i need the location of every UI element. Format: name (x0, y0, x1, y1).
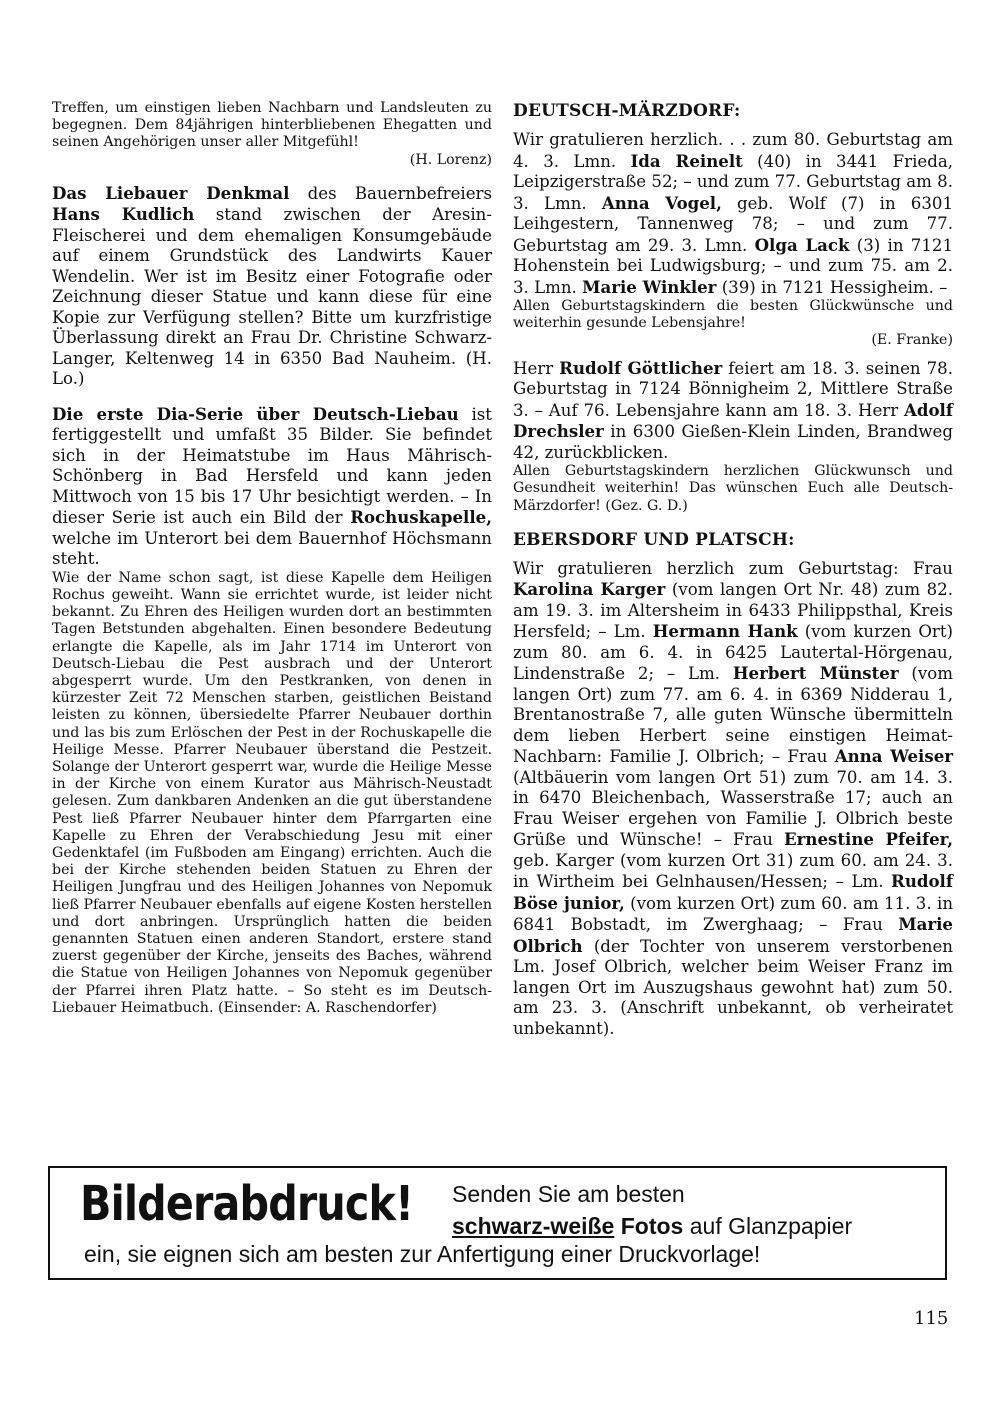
signature-lorenz: (H. Lorenz) (409, 151, 492, 168)
dia-serie-paragraph: Die erste Dia-Serie über Deutsch-Liebau ist fertiggestellt und umfaßt 35 Bilder. Sie befindet sich in der Heimatstube im Haus Mährisch-Schönberg in Bad Hersfeld und kann jeden Mittwoch von 15 bis 17 Uhr besichtigt werden. – In dieser Serie ist auch ein Bild der Rochuskapelle, welche im Unterort bei dem Bauernhof Höchsmann steht. (52, 403, 492, 569)
advert-line-1: Senden Sie am besten (452, 1181, 685, 1207)
name-hans-kudlich: Hans Kudlich (52, 204, 195, 225)
maerzdorf-birthdays-2: Herr Rudolf Göttlicher feiert am 18. 3. seinen 78. Geburtstag in 7124 Bönnigheim 2, Mittlere Straße 3. – Auf 76. Lebensjahre kann am 18. 3. Herr Adolf Drechsler in 6300 Gießen-Klein Linden, Brandweg 42, zurückblicken. (513, 357, 953, 462)
signature-hlo: (H. Lo.) (52, 348, 492, 389)
left-column (52, 100, 492, 1017)
maerzdorf-wishes-2: Allen Geburtstagskindern herzlichen Glückwunsch und Gesundheit weiterhin! Das wünschen Euch alle Deutsch-Märzdorfer! (Gez. G. D.) (513, 463, 953, 514)
photo-print-advert (48, 1166, 947, 1280)
denkmal-paragraph: Das Liebauer Denkmal des Bauernbefreiers Hans Kudlich stand zwischen der Aresin-Fleischerei und dem ehemaligen Konsumgebäude auf einem Grundstück des Landwirts Kauer Wendelin. Wer ist im Besitz einer Fotografie oder Zeichnung dieser Statue und kann diese für eine Kopie zur Verfügung stellen? Bitte um kurzfristige Überlassung direkt an Frau Dr. Christine Schwarz-Langer, Keltenweg 14 in 6350 Bad Nauheim. (H. Lo.) (52, 182, 492, 389)
ebersdorf-birthdays: Wir gratulieren herzlich zum Geburtstag: Frau Karolina Karger (vom langen Ort Nr. 48) zum 82. am 19. 3. im Altersheim in 6433 Philippsthal, Kreis Hersfeld; – Lm. Hermann Hank (vom kurzen Ort) zum 80. am 6. 4. in 6425 Lautertal-Hörgenau, Lindenstraße 2; – Lm. Herbert Münster (vom langen Ort) zum 77. am 6. 4. in 6369 Nidderau 1, Brentanostraße 7, alle guten Wünsche übermitteln dem lieben Herbert seine einstigen Heimat-Nachbarn: Familie J. Olbrich; – Frau Anna Weiser (Altbäuerin vom langen Ort 51) zum 70. am 14. 3. in 6470 Bleichenbach, Wasserstraße 17; auch an Frau Weiser ergehen von Familie J. Olbrich beste Grüße und Wünsche! – Frau Ernestine Pfeifer, geb. Karger (vom kurzen Ort 31) zum 60. am 24. 3. in Wirtheim bei Gelnhausen/Hessen; – Lm. Rudolf Böse junior, (vom kurzen Ort) zum 60. am 11. 3. in 6841 Bobstadt, im Zwerghaag; – Frau Marie Olbrich (der Tochter von unserem verstorbenen Lm. Josef Olbrich, welcher beim Weiser Franz im langen Ort im Auszugshaus gewohnt hat) zum 50. am 23. 3. (Anschrift unbekannt, ob verheiratet unbekannt). (513, 558, 954, 1038)
rochus-history-paragraph: Wie der Name schon sagt, ist diese Kapelle dem Heiligen Rochus geweiht. Wann sie errichtet wurde, ist leider nicht bekannt. Zu Ehren des Heiligen wurden dort an bestimmten Tagen Betstunden abgehalten. Einen besondere Bedeutung erlangte die Kapelle, als im Jahr 1714 im Unterort von Deutsch-Liebau die Pest ausbrach und der Unterort abgesperrt wurde. Um den Pestkranken, von denen in kürzester Zeit 72 Menschen starben, geistlichen Beistand leisten zu können, übersiedelte Pfarrer Neubauer dorthin und las bis zum Erlöschen der Pest in der Rochuskapelle die Heilige Messe. Pfarrer Neubauer überstand die Pestzeit. Solange der Unterort gesperrt war, wurde die Heilige Messe in der Kirche von einem Kurator aus Mährisch-Neustadt gelesen. Zum dankbaren Andenken an die gut überstandene Pest ließ Pfarrer Neubauer hinter dem Pfarrgarten eine Kapelle zu Ehren der Verabschiedung Jesu mit einer Gedenktafel (im Fußboden am Eingang) errichten. Auch die bei der Kirche stehenden beiden Statuen zu Ehren der Heiligen Jungfrau und des Heiligen Johannes von Nepomuk ließ Pfarrer Neubauer ebenfalls auf eigene Kosten herstellen und dort anbringen. Ursprünglich hatten die beiden genannten Statuen einen anderen Standort, erstere stand zuerst gegenüber der Kirche, jenseits des Baches, während die Statue von Heiligen Johannes von Nepomuk gegenüber der Pfarrei ihren Platz hatte. – So steht es im Deutsch-Liebauer Heimatbuch. (Einsender: A. Raschendorfer) (52, 569, 492, 1016)
maerzdorf-wishes: Allen Geburtstagskindern die besten Glückwünsche und weiterhin gesunde Lebensjahre! (513, 298, 953, 332)
signature-gd: (Gez. G. D.) (605, 497, 688, 514)
dia-serie-title: Die erste Dia-Serie über Deutsch-Liebau (52, 403, 459, 424)
advert-line-3: ein, sie eignen sich am besten zur Anfertigung einer Druckvorlage! (84, 1241, 761, 1267)
advert-headline: Bilderabdruck! (80, 1176, 414, 1232)
heading-ebersdorf-platsch: EBERSDORF UND PLATSCH: (513, 529, 795, 550)
page-number: 115 (914, 1308, 949, 1329)
maerzdorf-birthdays: Wir gratulieren herzlich. . . zum 80. Geburtstag am 4. 3. Lmn. Ida Reinelt (40) in 3441 Frieda, Leipzigerstraße 52; – und zum 77. Geburtstag am 8. 3. Lmn. Anna Vogel, geb. Wolf (7) in 6301 Leihgestern, Tannenweg 78; – und zum 77. Geburtstag am 29. 3. Lmn. Olga Lack (3) in 7121 Hohenstein bei Ludwigsburg; – und zum 75. am 2. 3. Lmn. Marie Winkler (39) in 7121 Hessigheim. – (513, 130, 954, 297)
heading-deutsch-maerzdorf: DEUTSCH-MÄRZDORF: (513, 101, 741, 121)
advert-line-2: schwarz-weiße Fotos auf Glanzpapier (452, 1213, 853, 1239)
signature-franke: (E. Franke) (871, 332, 953, 349)
denkmal-title: Das Liebauer Denkmal (52, 182, 290, 203)
condolence-paragraph: Treffen, um einstigen lieben Nachbarn und Landsleuten zu begegnen. Dem 84jährigen hinterbliebenen Ehegatten und seinen Angehörigen unser aller Mitgefühl! (52, 100, 492, 151)
right-column (513, 100, 953, 1039)
rochuskapelle-bold: Rochuskapelle, (350, 507, 492, 528)
